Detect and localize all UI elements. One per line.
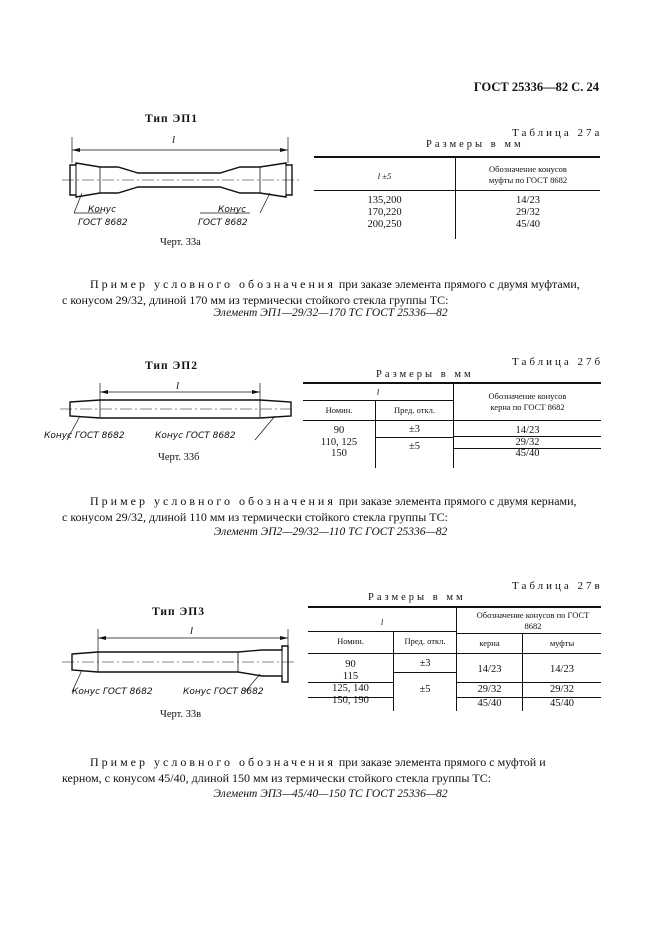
- example-2-lead: Пример условного обозначения: [90, 494, 336, 508]
- formula-1: Элемент ЭП1—29/32—170 ТС ГОСТ 25336—82: [213, 307, 448, 319]
- table-subtitle-27a: Размеры в мм: [426, 139, 524, 150]
- kern-val-3: 45/40: [477, 698, 502, 709]
- mufta-val-1: 14/23: [550, 664, 574, 675]
- table-cell: 150: [331, 448, 347, 459]
- example-2-rest: при заказе элемента прямого с двумя кернами,: [335, 494, 577, 508]
- cone-label-left-33b: Конус ГОСТ 8682: [44, 431, 125, 441]
- col-nom-27b: Номин.: [325, 405, 353, 415]
- values-cone-27a: [456, 195, 600, 231]
- col-tol-27b: Пред. откл.: [394, 405, 435, 415]
- col-kern-27v: керна: [479, 638, 500, 648]
- col-cone-27a-line2: муфты по ГОСТ 8682: [488, 175, 568, 185]
- page-header: ГОСТ 25336—82 С. 24: [473, 80, 599, 94]
- table-cell: 110, 125: [320, 436, 358, 448]
- table-cell: 45/40: [515, 448, 540, 459]
- cone-label-right-33v: Конус ГОСТ 8682: [183, 687, 264, 697]
- col-cone-27a-line1: Обозначение конусов: [489, 164, 567, 174]
- col-cone-27v: Обозначение конусов по ГОСТ 8682: [476, 610, 590, 631]
- drawing-33b: [55, 378, 295, 453]
- caption-33a: Черт. 33а: [160, 237, 201, 248]
- kern-val-2: 29/32: [477, 684, 502, 695]
- table-cell: 29/32: [515, 436, 540, 448]
- values-nom-27b: [303, 425, 375, 460]
- dim-l-33v: l: [190, 625, 194, 637]
- table-cell: 45/40: [516, 219, 540, 230]
- example-3-lead: Пример условного обозначения: [90, 755, 336, 769]
- example-1-rest: при заказе элемента прямого с двумя муфтами,: [335, 277, 580, 291]
- mufta-val-2: 29/32: [550, 684, 574, 695]
- table-cell: 29/32: [516, 207, 540, 218]
- table-title-27b: Таблица 27б: [512, 356, 604, 368]
- col-mufta-27v: муфты: [549, 638, 575, 648]
- cone-label-left-33a: Конус: [88, 205, 117, 215]
- caption-33v: Черт. 33в: [160, 709, 202, 720]
- tol-2-27b: ±5: [408, 441, 420, 452]
- col-cone-27b-line2: керна по ГОСТ 8682: [490, 402, 565, 412]
- cone-label-left-33v: Конус ГОСТ 8682: [72, 687, 153, 697]
- table-cell: 115: [342, 671, 359, 682]
- table-cell: 170,220: [367, 207, 402, 218]
- formula-2: Элемент ЭП2—29/32—110 ТС ГОСТ 25336—82: [213, 526, 448, 538]
- values-nom-27v: [308, 659, 393, 707]
- dim-l-33b: l: [176, 380, 180, 392]
- tol-2-27v: ±5: [419, 684, 431, 695]
- example-3: [62, 754, 602, 770]
- values-l-27a: [314, 195, 455, 231]
- formula-3: Элемент ЭП3—45/40—150 ТС ГОСТ 25336—82: [213, 788, 448, 800]
- dim-l-33a: l: [172, 134, 176, 146]
- table-cell: 125, 140: [332, 683, 369, 694]
- col-l-27a: l ±5: [377, 171, 392, 181]
- tol-1-27v: ±3: [419, 658, 431, 669]
- cone-label-right-33a: Конус: [218, 205, 247, 215]
- example-2: [62, 493, 602, 509]
- table-cell: 135,200: [367, 195, 402, 206]
- col-l-27v: l: [380, 617, 384, 627]
- table-subtitle-27b: Размеры в мм: [376, 369, 474, 380]
- table-cell: 14/23: [515, 425, 540, 436]
- col-nom-27v: Номин.: [337, 636, 364, 646]
- tol-1-27b: ±3: [408, 424, 420, 435]
- gost-label-right-33a: ГОСТ 8682: [198, 218, 248, 228]
- col-l-27b: l: [376, 387, 380, 397]
- cone-label-right-33b: Конус ГОСТ 8682: [155, 431, 236, 441]
- caption-33b: Черт. 33б: [158, 452, 200, 463]
- table-subtitle-27v: Размеры в мм: [368, 592, 466, 603]
- table-cell: 150, 190: [332, 695, 369, 706]
- example-1-line2: с конусом 29/32, длиной 170 мм из термически стойкого стекла группы ТС:: [62, 293, 449, 307]
- example-3-line2: керном, с конусом 45/40, длиной 150 мм из термически стойкого стекла группы ТС:: [62, 771, 492, 785]
- values-cone-27b: [454, 425, 601, 460]
- gost-label-left-33a: ГОСТ 8682: [78, 218, 128, 228]
- example-1: [62, 276, 602, 292]
- table-cell: 200,250: [367, 219, 402, 230]
- example-2-line2: с конусом 29/32, длиной 110 мм из термически стойкого стекла группы ТС:: [62, 510, 448, 524]
- table-title-27v: Таблица 27в: [512, 580, 603, 592]
- table-title-27a: Таблица 27а: [512, 127, 603, 139]
- table-cell: 90: [333, 425, 345, 436]
- example-1-lead: Пример условного обозначения: [90, 277, 336, 291]
- kern-val-1: 14/23: [477, 664, 502, 675]
- col-cone-27b-line1: Обозначение конусов: [488, 391, 567, 401]
- col-tol-27v: Пред. откл.: [404, 636, 446, 646]
- type-label-ep3: Тип ЭП3: [152, 606, 206, 618]
- example-3-rest: при заказе элемента прямого с муфтой и: [335, 755, 546, 769]
- mufta-val-3: 45/40: [550, 698, 574, 709]
- table-cell: 90: [345, 659, 356, 670]
- type-label-ep2: Тип ЭП2: [145, 360, 199, 372]
- type-label-ep1: Тип ЭП1: [145, 113, 199, 125]
- table-cell: 14/23: [516, 195, 540, 206]
